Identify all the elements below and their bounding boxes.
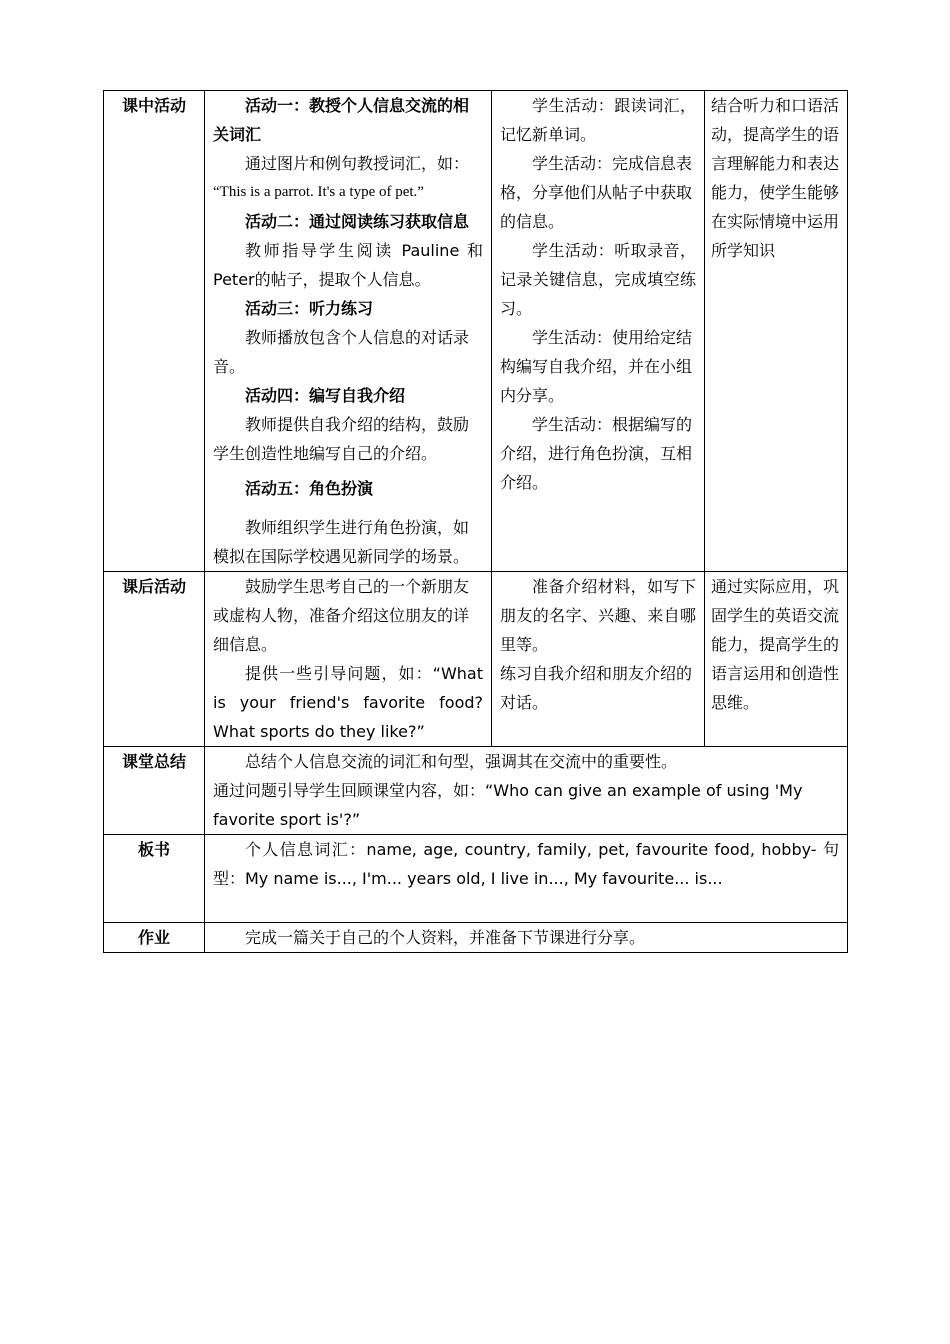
student-activity: 学生活动：使用给定结构编写自我介绍，并在小组内分享。 <box>500 328 693 405</box>
activity-example: “This is a parrot. It's a type of pet.” <box>213 184 424 200</box>
summary-content <box>205 747 848 835</box>
activity-text: 教师指导学生阅读 Pauline 和 Peter的帖子，提取个人信息。 <box>213 241 483 289</box>
purpose-after-class <box>705 572 848 747</box>
student-activities-after-class <box>492 572 705 747</box>
activity-text: 鼓励学生思考自己的一个新朋友或虚构人物，准备介绍这位朋友的详细信息。 <box>213 577 470 654</box>
purpose-text: 结合听力和口语活动，提高学生的语言理解能力和表达能力，使学生能够在实际情境中运用所学知识 <box>711 96 840 260</box>
activity-heading: 活动二：通过阅读练习获取信息 <box>245 212 470 231</box>
board-content <box>205 835 848 923</box>
activity-text: 教师组织学生进行角色扮演，如模拟在国际学校遇见新同学的场景。 <box>213 518 470 566</box>
student-activity: 学生活动：跟读词汇，记忆新单词。 <box>500 96 696 144</box>
teacher-activities-after-class <box>205 572 492 747</box>
activity-text: 提供一些引导问题，如：“What is your friend's favorite food? What sports do they like?” <box>213 664 483 741</box>
board-text: 个人信息词汇：name, age, country, family, pet, favourite food, hobby- 句型：My name is..., I'm... years old, I live in..., My favourite... is... <box>213 840 839 888</box>
student-activity: 学生活动：根据编写的介绍，进行角色扮演，互相介绍。 <box>500 415 693 492</box>
row-label-in-class: 课中活动 <box>104 91 205 572</box>
row-label-board: 板书 <box>104 835 205 923</box>
row-label-after-class: 课后活动 <box>104 572 205 747</box>
row-summary <box>104 747 848 835</box>
activity-heading: 活动四：编写自我介绍 <box>245 386 406 405</box>
purpose-text: 通过实际应用，巩固学生的英语交流能力，提高学生的语言运用和创造性思维。 <box>711 577 840 712</box>
activity-text: 通过图片和例句教授词汇，如： <box>245 154 470 173</box>
row-label-summary: 课堂总结 <box>104 747 205 835</box>
student-activities-in-class <box>492 91 705 572</box>
activity-heading: 活动三：听力练习 <box>245 299 374 318</box>
activity-heading: 活动一：教授个人信息交流的相关词汇 <box>213 96 470 144</box>
row-after-class <box>104 572 848 747</box>
teacher-activities-in-class <box>205 91 492 572</box>
activity-text: 教师提供自我介绍的结构，鼓励学生创造性地编写自己的介绍。 <box>213 415 470 463</box>
purpose-in-class <box>705 91 848 572</box>
activity-heading: 活动五：角色扮演 <box>245 479 374 498</box>
lesson-plan-table <box>103 90 848 953</box>
student-activity: 学生活动：听取录音，记录关键信息，完成填空练习。 <box>500 241 696 318</box>
activity-text: 教师播放包含个人信息的对话录音。 <box>213 328 470 376</box>
row-board <box>104 835 848 923</box>
homework-content <box>205 923 848 953</box>
homework-text: 完成一篇关于自己的个人资料，并准备下节课进行分享。 <box>245 928 646 947</box>
student-activity: 准备介绍材料，如写下朋友的名字、兴趣、来自哪里等。 <box>500 577 696 654</box>
summary-line: 总结个人信息交流的词汇和句型，强调其在交流中的重要性。 <box>245 752 678 771</box>
row-label-homework: 作业 <box>104 923 205 953</box>
row-in-class <box>104 91 848 572</box>
student-activity: 练习自我介绍和朋友介绍的对话。 <box>500 664 693 712</box>
student-activity: 学生活动：完成信息表格，分享他们从帖子中获取的信息。 <box>500 154 693 231</box>
summary-line: 通过问题引导学生回顾课堂内容，如：“Who can give an example of using 'My favorite sport is'?” <box>213 781 803 829</box>
row-homework <box>104 923 848 953</box>
